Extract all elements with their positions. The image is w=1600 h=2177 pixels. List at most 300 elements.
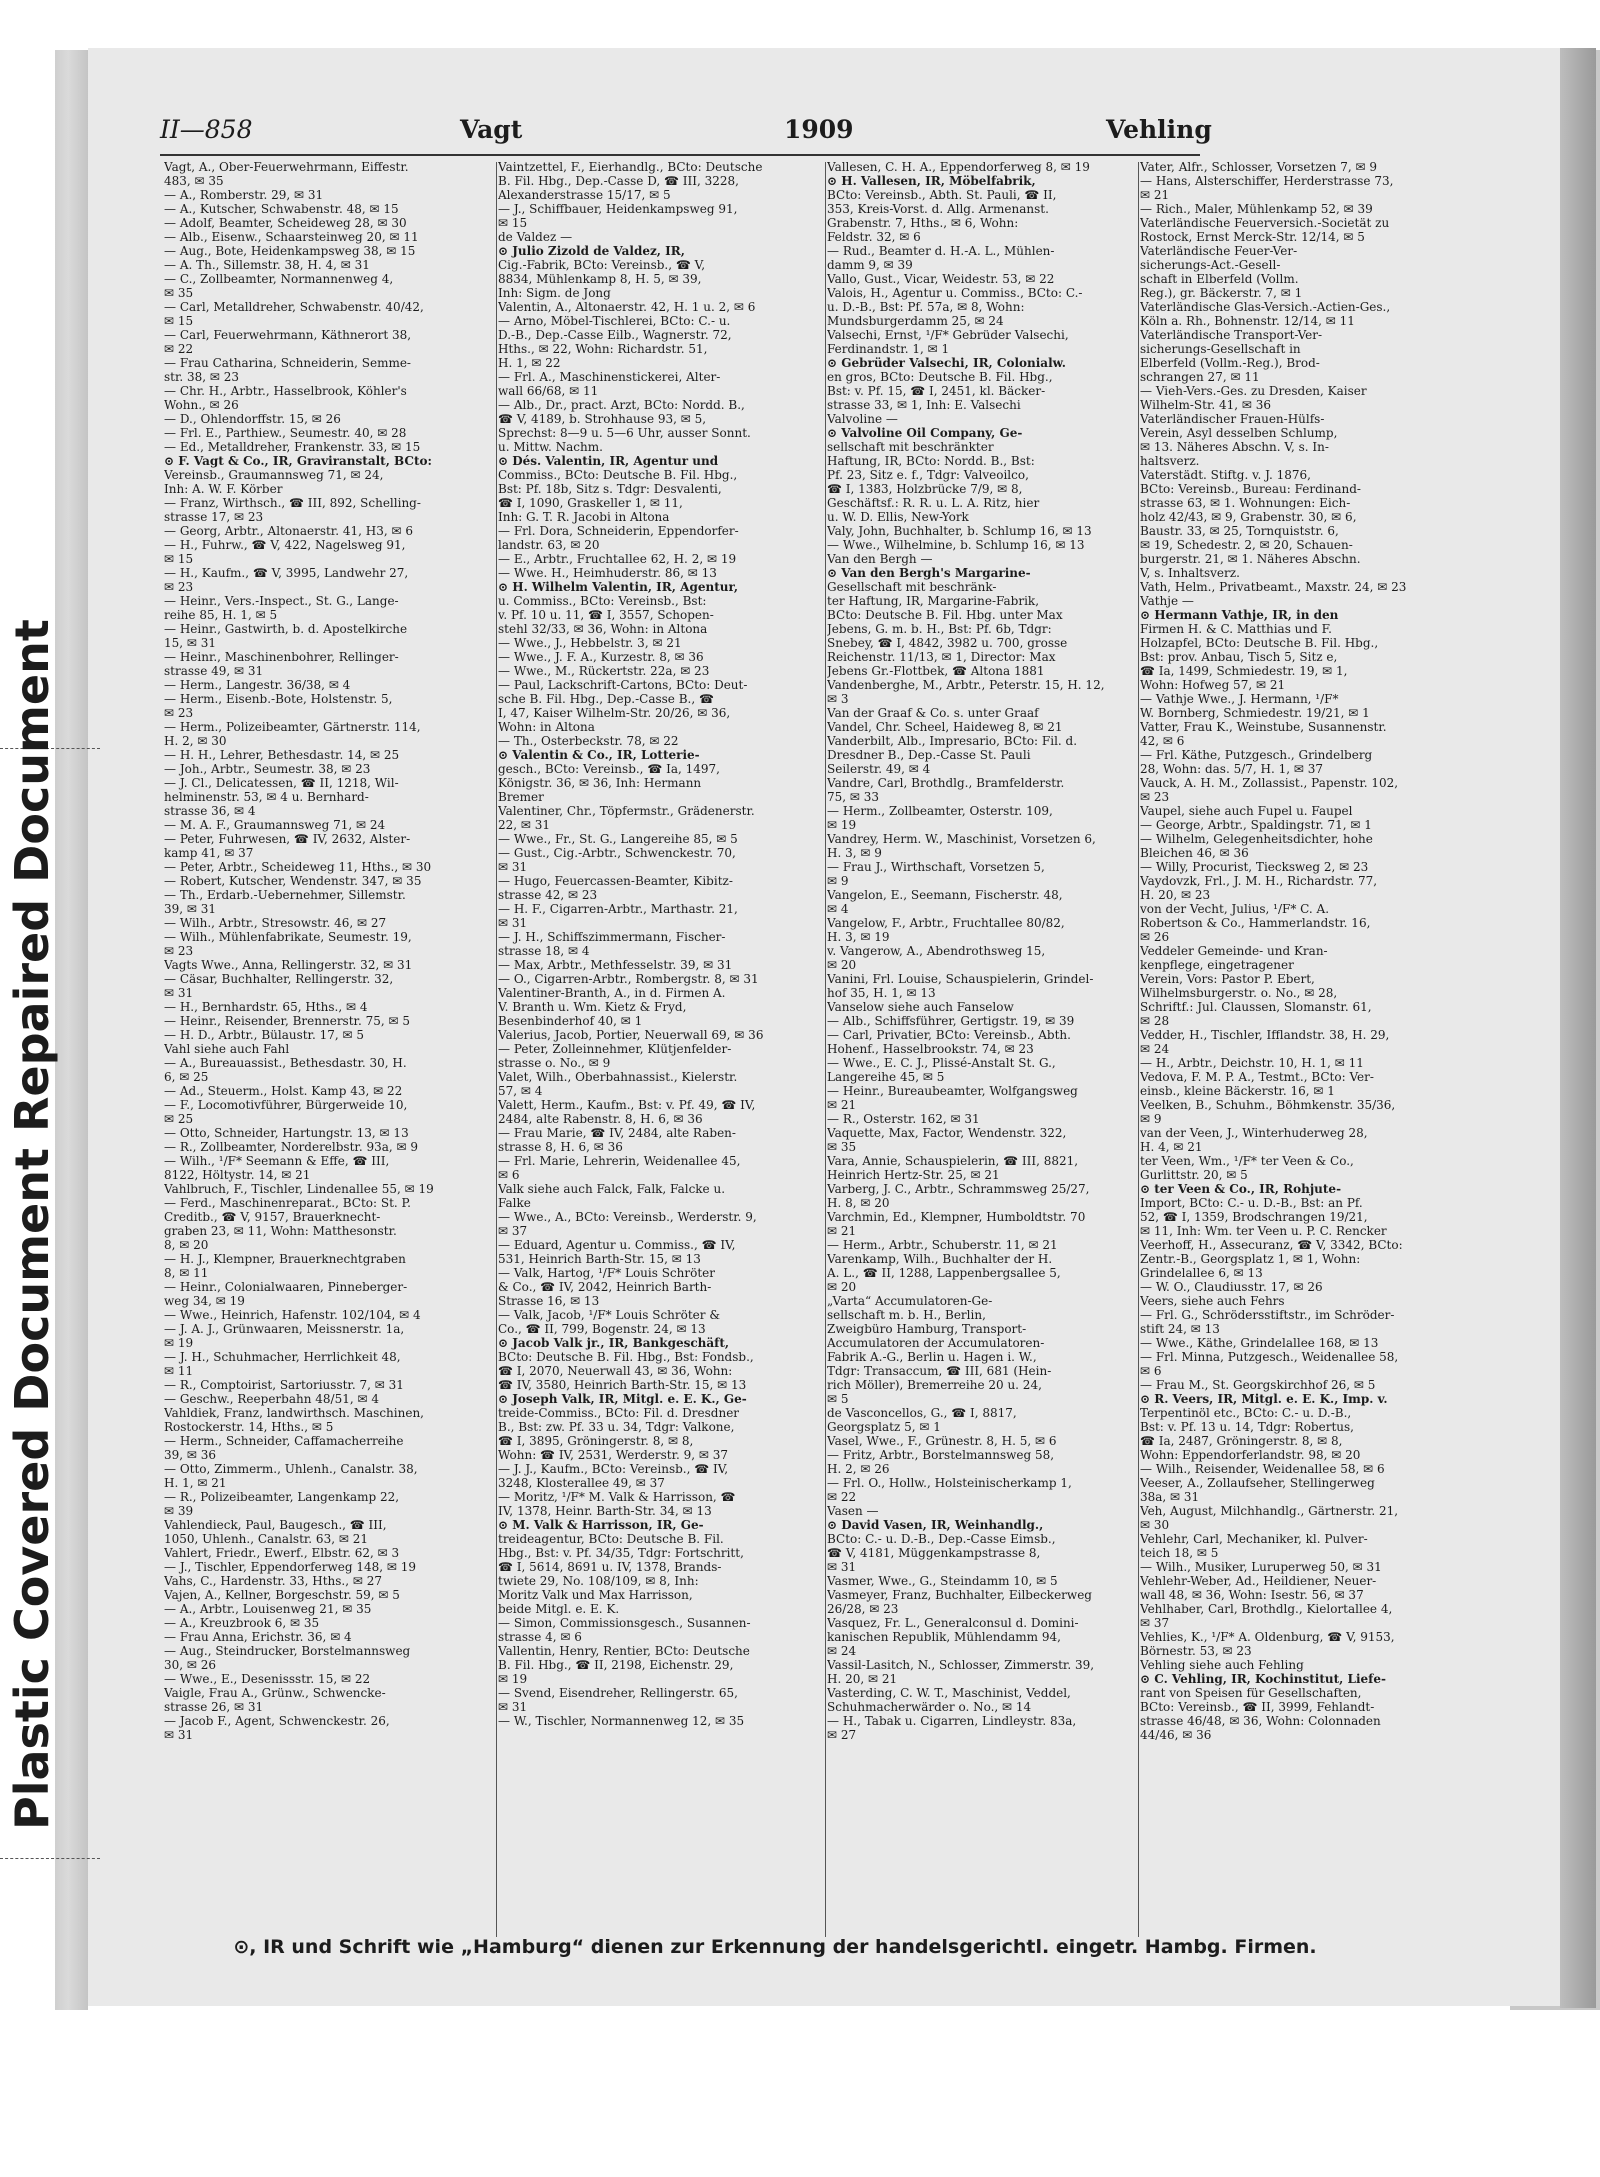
directory-line: 8, ✉ 11 [164, 1266, 209, 1280]
directory-column-4 [1140, 160, 1458, 1925]
directory-line: ✉ 39 [164, 1504, 194, 1518]
directory-line: ✉ 9 [827, 874, 849, 888]
directory-line: Falke [498, 1196, 531, 1210]
directory-line: Vahl siehe auch Fahl [164, 1042, 290, 1056]
directory-line: Vagt, A., Ober-Feuerwehrmann, Eiffestr. [164, 160, 409, 174]
directory-line: 26/28, ✉ 23 [827, 1602, 899, 1616]
directory-line: — Valk, Hartog, ¹/F* Louis Schröter [498, 1266, 716, 1280]
directory-line: Pf. 23, Sitz e. f., Tdgr: Valveoilco, [827, 468, 1029, 482]
directory-line: kamp 41, ✉ 37 [164, 846, 254, 860]
directory-line: — Wilh., Arbtr., Stresowstr. 46, ✉ 27 [164, 916, 387, 930]
directory-line: ✉ 21 [827, 1224, 857, 1238]
directory-line: Bremer [498, 790, 544, 804]
directory-line: Vanselow siehe auch Fanselow [827, 1000, 1014, 1014]
directory-line: ☎ Ia, 1499, Schmiedestr. 19, ✉ 1, [1140, 664, 1348, 678]
directory-line: Köln a. Rh., Bohnenstr. 12/14, ✉ 11 [1140, 314, 1355, 328]
directory-line: Robertson & Co., Hammerlandstr. 16, [1140, 916, 1371, 930]
directory-line: H. 8, ✉ 20 [827, 1196, 890, 1210]
directory-line: burgerstr. 21, ✉ 1. Näheres Abschn. [1140, 552, 1361, 566]
directory-line: ⊙ ter Veen & Co., IR, Rohjute- [1140, 1182, 1342, 1196]
directory-line: — Eduard, Agentur u. Commiss., ☎ IV, [498, 1238, 736, 1252]
directory-line: ✉ 11, Inh: Wm. ter Veen u. P. C. Rencker [1140, 1224, 1387, 1238]
directory-line: — Otto, Zimmerm., Uhlenh., Canalstr. 38, [164, 1462, 418, 1476]
directory-line: ✉ 31 [498, 1700, 528, 1714]
directory-line: Jebens, G. m. b. H., Bst: Pf. 6b, Tdgr: [827, 622, 1052, 636]
directory-line: — Peter, Fuhrwesen, ☎ IV, 2632, Alster- [164, 832, 411, 846]
directory-line: — M. A. F., Graumannsweg 71, ✉ 24 [164, 818, 386, 832]
directory-line: de Valdez — [498, 230, 573, 244]
directory-line: Vara, Annie, Schauspielerin, ☎ III, 8821, [827, 1154, 1079, 1168]
directory-line: H. 1, ✉ 21 [164, 1476, 227, 1490]
directory-line: u. Mittw. Nachm. [498, 440, 603, 454]
page-header [160, 115, 1212, 151]
directory-line: — Wilh., Mühlenfabrikate, Seumestr. 19, [164, 930, 412, 944]
directory-line: — Wilh., Reisender, Weidenallee 58, ✉ 6 [1140, 1462, 1385, 1476]
directory-line: u. W. D. Ellis, New-York [827, 510, 969, 524]
directory-line: Bst: v. Pf. 15, ☎ I, 2451, kl. Bäcker- [827, 384, 1046, 398]
directory-line: ☎ I, 3895, Gröningerstr. 8, ✉ 8, [498, 1434, 694, 1448]
directory-line: — J. H., Schiffszimmermann, Fischer- [498, 930, 726, 944]
directory-line: — Herm., Eisenb.-Bote, Holstenstr. 5, [164, 692, 393, 706]
directory-line: ⊙ Van den Bergh's Margarine- [827, 566, 1031, 580]
directory-line: 30, ✉ 26 [164, 1658, 217, 1672]
directory-line: ✉ 11 [164, 1364, 194, 1378]
directory-line: — Wilh., Musiker, Luruperweg 50, ✉ 31 [1140, 1560, 1382, 1574]
directory-line: Bst: Pf. 18b, Sitz s. Tdgr: Desvalenti, [498, 482, 722, 496]
directory-line: Import, BCto: C.- u. D.-B., Bst: an Pf. [1140, 1196, 1363, 1210]
directory-line: Vasquez, Fr. L., Generalconsul d. Domini- [827, 1616, 1079, 1630]
header-rule [160, 154, 1200, 156]
directory-line: — Wwe. H., Heimhuderstr. 86, ✉ 13 [498, 566, 717, 580]
directory-line: sicherungs-Gesellschaft in [1140, 342, 1301, 356]
directory-line: Holzapfel, BCto: Deutsche B. Fil. Hbg., [1140, 636, 1379, 650]
directory-line: Tdgr: Transaccum, ☎ III, 681 (Hein- [827, 1364, 1052, 1378]
directory-line: H. 20, ✉ 21 [827, 1672, 898, 1686]
directory-line: — Gust., Cig.-Arbtr., Schwenckestr. 70, [498, 846, 736, 860]
directory-line: strasse 8, H. 6, ✉ 36 [498, 1140, 623, 1154]
directory-line: 22, ✉ 31 [498, 818, 551, 832]
directory-line: 52, ☎ I, 1359, Brodschrangen 19/21, [1140, 1210, 1368, 1224]
directory-line: 15, ✉ 31 [164, 636, 217, 650]
directory-line: Vandrey, Herm. W., Maschinist, Vorsetzen 6, [827, 832, 1096, 846]
directory-line: sellschaft m. b. H., Berlin, [827, 1308, 986, 1322]
directory-line: — Frl. A., Maschinenstickerei, Alter- [498, 370, 721, 384]
directory-line: Wilhelm-Str. 41, ✉ 36 [1140, 398, 1272, 412]
directory-line: ⊙ Dés. Valentin, IR, Agentur und [498, 454, 719, 468]
directory-line: Vahldiek, Franz, landwirthsch. Maschinen, [164, 1406, 424, 1420]
directory-line: ✉ 24 [1140, 1042, 1170, 1056]
directory-line: D.-B., Dep.-Casse Eilb., Wagnerstr. 72, [498, 328, 732, 342]
directory-line: strasse 42, ✉ 23 [498, 888, 598, 902]
directory-line: rant von Speisen für Gesellschaften, [1140, 1686, 1362, 1700]
directory-line: ✉ 37 [1140, 1616, 1170, 1630]
directory-line: ☎ I, 1090, Graskeller 1, ✉ 11, [498, 496, 683, 510]
directory-line: hof 35, H. 1, ✉ 13 [827, 986, 936, 1000]
directory-line: Bst: prov. Anbau, Tisch 5, Sitz e, [1140, 650, 1338, 664]
directory-line: Hbg., Bst: v. Pf. 34/35, Tdgr: Fortschritt, [498, 1546, 744, 1560]
directory-line: Valet, Wilh., Oberbahnassist., Kielerstr. [498, 1070, 738, 1084]
page-number: II—858 [160, 115, 253, 144]
directory-line: ✉ 20 [827, 1280, 857, 1294]
directory-line: — Aug., Bote, Heidenkampsweg 38, ✉ 15 [164, 244, 416, 258]
directory-line: Vehlehr, Carl, Mechaniker, kl. Pulver- [1140, 1532, 1368, 1546]
directory-line: Accumulatoren der Accumulatoren- [827, 1336, 1045, 1350]
directory-line: — Heinr., Reisender, Brennerstr. 75, ✉ 5 [164, 1014, 410, 1028]
directory-line: v. Vangerow, A., Abendrothsweg 15, [827, 944, 1046, 958]
directory-line: ✉ 25 [164, 1112, 194, 1126]
directory-line: ✉ 20 [827, 958, 857, 972]
directory-line: — Svend, Eisendreher, Rellingerstr. 65, [498, 1686, 738, 1700]
directory-line: Bleichen 46, ✉ 36 [1140, 846, 1249, 860]
directory-line: — Wilh., ¹/F* Seemann & Effe, ☎ III, [164, 1154, 390, 1168]
directory-line: ✉ 31 [164, 1728, 194, 1742]
directory-line: — Ed., Metalldreher, Frankenstr. 33, ✉ 15 [164, 440, 421, 454]
directory-line: H. 2, ✉ 30 [164, 734, 227, 748]
directory-line: Grabenstr. 7, Hths., ✉ 6, Wohn: [827, 216, 1019, 230]
directory-line: stehl 32/33, ✉ 36, Wohn: in Altona [498, 622, 708, 636]
directory-line: graben 23, ✉ 11, Wohn: Matthesonstr. [164, 1224, 397, 1238]
directory-line: Veerhoff, H., Assecuranz, ☎ V, 3342, BCto: [1140, 1238, 1403, 1252]
directory-line: Wohn: ☎ IV, 2531, Werderstr. 9, ✉ 37 [498, 1448, 729, 1462]
directory-line: Bst: v. Pf. 13 u. 14, Tdgr: Robertus, [1140, 1420, 1354, 1434]
directory-line: Fabrik A.-G., Berlin u. Hagen i. W., [827, 1350, 1037, 1364]
directory-line: Wohn: in Altona [498, 720, 595, 734]
directory-line: Geschäftsf.: R. R. u. L. A. Ritz, hier [827, 496, 1040, 510]
directory-line: — Chr. H., Arbtr., Hasselbrook, Köhler's [164, 384, 407, 398]
directory-line: Valk siehe auch Falck, Falk, Falcke u. [498, 1182, 726, 1196]
directory-line: Mundsburgerdamm 25, ✉ 24 [827, 314, 1004, 328]
directory-line: u. Commiss., BCto: Vereinsb., Bst: [498, 594, 707, 608]
directory-line: 42, ✉ 6 [1140, 734, 1185, 748]
scan-mark-bottom [0, 1858, 100, 1859]
directory-line: ☎ I, 2070, Neuerwall 43, ✉ 36, Wohn: [498, 1364, 733, 1378]
directory-line: Wohn: Hofweg 57, ✉ 21 [1140, 678, 1286, 692]
directory-line: ☎ I, 5614, 8691 u. IV, 1378, Brands- [498, 1560, 722, 1574]
directory-line: Jebens Gr.-Flottbek, ☎ Altona 1881 [827, 664, 1045, 678]
directory-line: Creditb., ☎ V, 9157, Brauerknecht- [164, 1210, 381, 1224]
directory-line: 28, Wohn: das. 5/7, H. 1, ✉ 37 [1140, 762, 1324, 776]
directory-line: 531, Heinrich Barth-Str. 15, ✉ 13 [498, 1252, 701, 1266]
directory-line: — Herm., Zollbeamter, Osterstr. 109, [827, 804, 1053, 818]
directory-line: kenpflege, eingetragener [1140, 958, 1294, 972]
directory-line: — Frau Marie, ☎ IV, 2484, alte Raben- [498, 1126, 736, 1140]
directory-line: — George, Arbtr., Spaldingstr. 71, ✉ 1 [1140, 818, 1372, 832]
directory-line: ⊙ Hermann Vathje, IR, in den [1140, 608, 1339, 622]
directory-line: ⊙ Valentin & Co., IR, Lotterie- [498, 748, 700, 762]
directory-line: Vasterding, C. W. T., Maschinist, Veddel, [827, 1686, 1071, 1700]
directory-line: ✉ 6 [498, 1168, 520, 1182]
directory-line: strasse 17, ✉ 23 [164, 510, 264, 524]
directory-line: — J. A. J., Grünwaaren, Meissnerstr. 1a, [164, 1322, 405, 1336]
directory-line: ✉ 23 [1140, 790, 1170, 804]
directory-line: Vasel, Wwe., F., Grünestr. 8, H. 5, ✉ 6 [827, 1434, 1057, 1448]
directory-line: str. 38, ✉ 23 [164, 370, 240, 384]
directory-line: ⊙ Valvoline Oil Company, Ge- [827, 426, 1023, 440]
directory-line: — Heinr., Gastwirth, b. d. Apostelkirche [164, 622, 408, 636]
directory-line: — E., Arbtr., Fruchtallee 62, H. 2, ✉ 19 [498, 552, 737, 566]
directory-line: Gurlittstr. 20, ✉ 5 [1140, 1168, 1248, 1182]
directory-line: — Vieh-Vers.-Ges. zu Dresden, Kaiser [1140, 384, 1367, 398]
directory-line: Vaupel, siehe auch Fupel u. Faupel [1140, 804, 1353, 818]
directory-line: weg 34, ✉ 19 [164, 1294, 245, 1308]
directory-line: 483, ✉ 35 [164, 174, 224, 188]
directory-line: Vaterländische Feuerversich.-Societät zu [1140, 216, 1390, 230]
directory-line: — J. H., Schuhmacher, Herrlichkeit 48, [164, 1350, 401, 1364]
directory-line: Zentr.-B., Georgsplatz 1, ✉ 1, Wohn: [1140, 1252, 1361, 1266]
directory-line: — Frl. Käthe, Putzgesch., Grindelberg [1140, 748, 1373, 762]
directory-line: Vaigle, Frau A., Grünw., Schwencke- [164, 1686, 386, 1700]
directory-line: — Wwe., E., Desenissstr. 15, ✉ 22 [164, 1672, 371, 1686]
directory-line: ✉ 9 [1140, 1112, 1162, 1126]
directory-line: — Alb., Dr., pract. Arzt, BCto: Nordd. B., [498, 398, 745, 412]
directory-line: sellschaft mit beschränkter [827, 440, 994, 454]
directory-line: Vasen — [827, 1504, 879, 1518]
directory-line: 2484, alte Rabenstr. 8, H. 6, ✉ 36 [498, 1112, 703, 1126]
directory-line: Valentin, A., Altonaerstr. 42, H. 1 u. 2, ✉ 6 [498, 300, 756, 314]
directory-line: ⊙ F. Vagt & Co., IR, Graviranstalt, BCto: [164, 454, 432, 468]
directory-line: — H., Bernhardstr. 65, Hths., ✉ 4 [164, 1000, 368, 1014]
directory-line: Besenbinderhof 40, ✉ 1 [498, 1014, 643, 1028]
directory-line: BCto: Vereinsb., Abth. St. Pauli, ☎ II, [827, 188, 1057, 202]
directory-line: sche B. Fil. Hbg., Dep.-Casse B., ☎ [498, 692, 714, 706]
directory-line: Heinrich Hertz-Str. 25, ✉ 21 [827, 1168, 1000, 1182]
directory-line: ☎ V, 4181, Müggenkampstrasse 8, [827, 1546, 1041, 1560]
directory-line: Vassil-Lasitch, N., Schlosser, Zimmerstr. 39, [827, 1658, 1095, 1672]
directory-line: ✉ 30 [1140, 1518, 1170, 1532]
directory-line: van der Veen, J., Winterhuderweg 28, [1140, 1126, 1368, 1140]
directory-line: wall 66/68, ✉ 11 [498, 384, 599, 398]
directory-line: Terpentinöl etc., BCto: C.- u. D.-B., [1140, 1406, 1352, 1420]
directory-line: Veers, siehe auch Fehrs [1140, 1294, 1285, 1308]
directory-line: strasse 33, ✉ 1, Inh: E. Valsechi [827, 398, 1021, 412]
directory-line: ✉ 35 [164, 286, 194, 300]
directory-line: Valentiner, Chr., Töpfermstr., Grädenerstr. [498, 804, 755, 818]
directory-line: — Willy, Procurist, Tiecksweg 2, ✉ 23 [1140, 860, 1369, 874]
directory-line: Vasmer, Wwe., G., Steindamm 10, ✉ 5 [827, 1574, 1058, 1588]
directory-line: — Frau Catharina, Schneiderin, Semme- [164, 356, 411, 370]
directory-line: ⊙ R. Veers, IR, Mitgl. e. E. K., Imp. v. [1140, 1392, 1388, 1406]
directory-line: Baustr. 33, ✉ 25, Tornquiststr. 6, [1140, 524, 1339, 538]
directory-line: Vallentin, Henry, Rentier, BCto: Deutsche [498, 1644, 750, 1658]
directory-line: Vaterstädt. Stiftg. v. J. 1876, [1140, 468, 1311, 482]
directory-line: Vanini, Frl. Louise, Schauspielerin, Grindel- [827, 972, 1094, 986]
directory-line: 39, ✉ 36 [164, 1448, 217, 1462]
directory-line: 3248, Klosterallee 49, ✉ 37 [498, 1476, 665, 1490]
directory-line: Vangelon, E., Seemann, Fischerstr. 48, [827, 888, 1063, 902]
directory-line: ✉ 28 [1140, 1014, 1170, 1028]
directory-line: Reg.), gr. Bäckerstr. 7, ✉ 1 [1140, 286, 1303, 300]
directory-line: — Valk, Jacob, ¹/F* Louis Schröter & [498, 1308, 721, 1322]
directory-line: — Frl. Marie, Lehrerin, Weidenallee 45, [498, 1154, 741, 1168]
directory-line: gesch., BCto: Vereinsb., ☎ Ia, 1497, [498, 762, 720, 776]
directory-line: holz 42/43, ✉ 9, Grabenstr. 30, ✉ 6, [1140, 510, 1357, 524]
directory-line: ter Veen, Wm., ¹/F* ter Veen & Co., [1140, 1154, 1354, 1168]
directory-line: Varenkamp, Wilh., Buchhalter der H. [827, 1252, 1053, 1266]
page-edge-right [1560, 48, 1596, 2008]
directory-line: ⊙ Julio Zizold de Valdez, IR, [498, 244, 685, 258]
directory-line: — Simon, Commissionsgesch., Susannen- [498, 1616, 751, 1630]
directory-line: Valerius, Jacob, Portier, Neuerwall 69, ✉ 36 [498, 1028, 764, 1042]
directory-line: Veh, August, Milchhandlg., Gärtnerstr. 21, [1140, 1504, 1399, 1518]
directory-line: Varberg, J. C., Arbtr., Schrammsweg 25/27, [827, 1182, 1090, 1196]
directory-line: — J., Tischler, Eppendorferweg 148, ✉ 19 [164, 1560, 416, 1574]
directory-line: ✉ 6 [1140, 1364, 1162, 1378]
directory-line: A. L., ☎ II, 1288, Lappenbergsallee 5, [827, 1266, 1061, 1280]
directory-line: — Carl, Privatier, BCto: Vereinsb., Abth. [827, 1028, 1071, 1042]
directory-line: — D., Ohlendorffstr. 15, ✉ 26 [164, 412, 341, 426]
directory-line: Rostock, Ernst Merck-Str. 12/14, ✉ 5 [1140, 230, 1365, 244]
directory-line: strasse 4, ✉ 6 [498, 1630, 582, 1644]
directory-line: — Wwe., E. C. J., Plissé-Anstalt St. G., [827, 1056, 1056, 1070]
directory-line: BCto: Vereinsb., Bureau: Ferdinand- [1140, 482, 1361, 496]
directory-line: Alexanderstrasse 15/17, ✉ 5 [498, 188, 671, 202]
directory-line: — Robert, Kutscher, Wendenstr. 347, ✉ 35 [164, 874, 422, 888]
directory-line: treide-Commiss., BCto: Fil. d. Dresdner [498, 1406, 740, 1420]
directory-line: ✉ 21 [1140, 188, 1170, 202]
directory-column-3 [827, 160, 1143, 1925]
directory-line: — A. Th., Sillemstr. 38, H. 4, ✉ 31 [164, 258, 370, 272]
directory-line: Verein, Asyl desselben Schlump, [1140, 426, 1338, 440]
directory-line: — Heinr., Vers.-Inspect., St. G., Lange- [164, 594, 399, 608]
directory-line: Firmen H. & C. Matthias und F. [1140, 622, 1332, 636]
directory-line: — Wwe., M., Rückertstr. 22a, ✉ 23 [498, 664, 710, 678]
directory-line: ☎ IV, 3580, Heinrich Barth-Str. 15, ✉ 13 [498, 1378, 747, 1392]
directory-line: twiete 29, No. 108/109, ✉ 8, Inh: [498, 1574, 699, 1588]
directory-line: — Wwe., Käthe, Grindelallee 168, ✉ 13 [1140, 1336, 1379, 1350]
directory-line: kanischen Republik, Mühlendamm 94, [827, 1630, 1061, 1644]
directory-line: Vahlert, Friedr., Ewerf., Elbstr. 62, ✉ 3 [164, 1546, 400, 1560]
directory-line: — Hugo, Feuercassen-Beamter, Kibitz- [498, 874, 733, 888]
directory-line: Valsechi, Ernst, ¹/F* Gebrüder Valsechi, [827, 328, 1069, 342]
directory-line: B. Fil. Hbg., ☎ II, 2198, Eichenstr. 29, [498, 1658, 734, 1672]
directory-line: strasse 46/48, ✉ 36, Wohn: Colonnaden [1140, 1714, 1381, 1728]
directory-line: — Heinr., Colonialwaaren, Pinneberger- [164, 1280, 408, 1294]
directory-line: Börnestr. 53, ✉ 23 [1140, 1644, 1252, 1658]
directory-line: — Frau M., St. Georgskirchhof 26, ✉ 5 [1140, 1378, 1376, 1392]
directory-line: Vathje — [1140, 594, 1194, 608]
directory-line: — A., Bureauassist., Bethesdastr. 30, H. [164, 1056, 407, 1070]
directory-line: Vanderbilt, Alb., Impresario, BCto: Fil. d. [827, 734, 1078, 748]
directory-line: Valy, John, Buchhalter, b. Schlump 16, ✉ 13 [827, 524, 1092, 538]
directory-line: Vajen, A., Kellner, Borgeschstr. 59, ✉ 5 [164, 1588, 400, 1602]
directory-line: Vandel, Chr. Scheel, Haideweg 8, ✉ 21 [827, 720, 1063, 734]
directory-line: I, 47, Kaiser Wilhelm-Str. 20/26, ✉ 36, [498, 706, 731, 720]
directory-line: ☎ V, 4189, b. Strohhause 93, ✉ 5, [498, 412, 707, 426]
directory-line: einsb., kleine Bäckerstr. 16, ✉ 1 [1140, 1084, 1335, 1098]
directory-line: Vedder, H., Tischler, Ifflandstr. 38, H. 29, [1140, 1028, 1390, 1042]
directory-line: — A., Kreuzbrook 6, ✉ 35 [164, 1616, 320, 1630]
header-right-word: Vehling [1106, 115, 1212, 144]
directory-line: ⊙ Jacob Valk jr., IR, Bankgeschäft, [498, 1336, 730, 1350]
directory-line: ✉ 24 [827, 1644, 857, 1658]
directory-line: — Aug., Steindrucker, Borstelmannsweg [164, 1644, 411, 1658]
directory-line: Vatter, Frau K., Weinstube, Susannenstr. [1140, 720, 1387, 734]
directory-line: 57, ✉ 4 [498, 1084, 543, 1098]
directory-line: — Frau Anna, Erichstr. 36, ✉ 4 [164, 1630, 352, 1644]
directory-line: Varchmin, Ed., Klempner, Humboldtstr. 70 [827, 1210, 1086, 1224]
directory-line: schrangen 27, ✉ 11 [1140, 370, 1260, 384]
directory-line: ✉ 3 [827, 692, 849, 706]
directory-line: — A., Kutscher, Schwabenstr. 48, ✉ 15 [164, 202, 399, 216]
directory-line: 353, Kreis-Vorst. d. Allg. Armenanst. [827, 202, 1049, 216]
directory-line: B. Fil. Hbg., Dep.-Casse D, ☎ III, 3228, [498, 174, 739, 188]
directory-line: ✉ 15 [164, 314, 194, 328]
directory-line: ✉ 35 [827, 1140, 857, 1154]
directory-line: — Joh., Arbtr., Seumestr. 38, ✉ 23 [164, 762, 371, 776]
directory-line: — H. F., Cigarren-Arbtr., Marthastr. 21, [498, 902, 738, 916]
directory-line: ☎ I, 1383, Holzbrücke 7/9, ✉ 8, [827, 482, 1023, 496]
directory-line: strasse 18, ✉ 4 [498, 944, 590, 958]
directory-line: Gesellschaft mit beschränk- [827, 580, 997, 594]
directory-line: — A., Arbtr., Louisenweg 21, ✉ 35 [164, 1602, 372, 1616]
directory-line: Feldstr. 32, ✉ 6 [827, 230, 921, 244]
directory-line: Vahlbruch, F., Tischler, Lindenallee 55, ✉ 19 [164, 1182, 434, 1196]
directory-line: Hths., ✉ 22, Wohn: Richardstr. 51, [498, 342, 708, 356]
directory-line: — H., Arbtr., Deichstr. 10, H. 1, ✉ 11 [1140, 1056, 1364, 1070]
directory-line: Vehlies, K., ¹/F* A. Oldenburg, ☎ V, 9153, [1140, 1630, 1395, 1644]
directory-line: — Wwe., Heinrich, Hafenstr. 102/104, ✉ 4 [164, 1308, 421, 1322]
directory-line: — H., Kaufm., ☎ V, 3995, Landwehr 27, [164, 566, 409, 580]
directory-line: ✉ 22 [164, 342, 194, 356]
directory-line: Snebey, ☎ I, 4842, 3982 u. 700, grosse [827, 636, 1068, 650]
directory-line: ✉ 19 [498, 1672, 528, 1686]
directory-line: Vallesen, C. H. A., Eppendorferweg 8, ✉ 19 [827, 160, 1090, 174]
directory-line: — R., Zollbeamter, Norderelbstr. 93a, ✉ 9 [164, 1140, 419, 1154]
directory-line: Vahs, C., Hardenstr. 33, Hths., ✉ 27 [164, 1574, 382, 1588]
directory-line: Reichenstr. 11/13, ✉ 1, Director: Max [827, 650, 1056, 664]
directory-line: H. 3, ✉ 19 [827, 930, 890, 944]
directory-line: Königstr. 36, ✉ 36, Inh: Hermann [498, 776, 702, 790]
directory-line: Vauck, A. H. M., Zollassist., Papenstr. 102, [1140, 776, 1399, 790]
side-label-text: Plastic Covered Document Repaired Document [5, 619, 59, 1830]
directory-line: — Peter, Arbtr., Scheideweg 11, Hths., ✉ 30 [164, 860, 432, 874]
directory-line: — Max, Arbtr., Methfesselstr. 39, ✉ 31 [498, 958, 733, 972]
directory-line: ✉ 31 [498, 916, 528, 930]
directory-line: — Frl. E., Parthiew., Seumestr. 40, ✉ 28 [164, 426, 407, 440]
directory-line: BCto: Deutsche B. Fil. Hbg., Bst: Fondsb., [498, 1350, 754, 1364]
directory-line: & Co., ☎ IV, 2042, Heinrich Barth- [498, 1280, 712, 1294]
directory-line: — Wwe., Fr., St. G., Langereihe 85, ✉ 5 [498, 832, 738, 846]
directory-line: — R., Osterstr. 162, ✉ 31 [827, 1112, 980, 1126]
directory-line: Strasse 16, ✉ 13 [498, 1294, 600, 1308]
directory-line: H. 2, ✉ 26 [827, 1462, 890, 1476]
directory-line: ✉ 26 [1140, 930, 1170, 944]
directory-line: Inh: Sigm. de Jong [498, 286, 611, 300]
directory-line: ⊙ H. Vallesen, IR, Möbelfabrik, [827, 174, 1036, 188]
directory-line: H. 4, ✉ 21 [1140, 1140, 1203, 1154]
directory-line: damm 9, ✉ 39 [827, 258, 913, 272]
directory-line: Vaintzettel, F., Eierhandlg., BCto: Deutsche [498, 160, 763, 174]
directory-line: V. Branth u. Wm. Kietz & Fryd, [498, 1000, 687, 1014]
directory-line: Inh: G. T. R. Jacobi in Altona [498, 510, 670, 524]
directory-line: Grindelallee 6, ✉ 13 [1140, 1266, 1263, 1280]
directory-column-2 [498, 160, 828, 1925]
directory-line: ✉ 13. Näheres Abschn. V, s. In- [1140, 440, 1329, 454]
directory-line: V, s. Inhaltsverz. [1140, 566, 1240, 580]
directory-line: en gros, BCto: Deutsche B. Fil. Hbg., [827, 370, 1053, 384]
directory-line: — Moritz, ¹/F* M. Valk & Harrisson, ☎ [498, 1490, 736, 1504]
directory-line: — Otto, Schneider, Hartungstr. 13, ✉ 13 [164, 1126, 409, 1140]
directory-line: Valett, Herm., Kaufm., Bst: v. Pf. 49, ☎ IV, [498, 1098, 756, 1112]
directory-line: BCto: Vereinsb., ☎ II, 3999, Fehlandt- [1140, 1700, 1375, 1714]
directory-line: — Ad., Steuerm., Holst. Kamp 43, ✉ 22 [164, 1084, 403, 1098]
directory-line: schaft in Elberfeld (Vollm. [1140, 272, 1299, 286]
directory-line: ✉ 19 [827, 818, 857, 832]
directory-line: haltsverz. [1140, 454, 1200, 468]
directory-line: Vater, Alfr., Schlosser, Vorsetzen 7, ✉ 9 [1140, 160, 1378, 174]
directory-line: Veelken, B., Schuhm., Böhmkenstr. 35/36, [1140, 1098, 1396, 1112]
directory-line: W. Bornberg, Schmiedestr. 19/21, ✉ 1 [1140, 706, 1370, 720]
